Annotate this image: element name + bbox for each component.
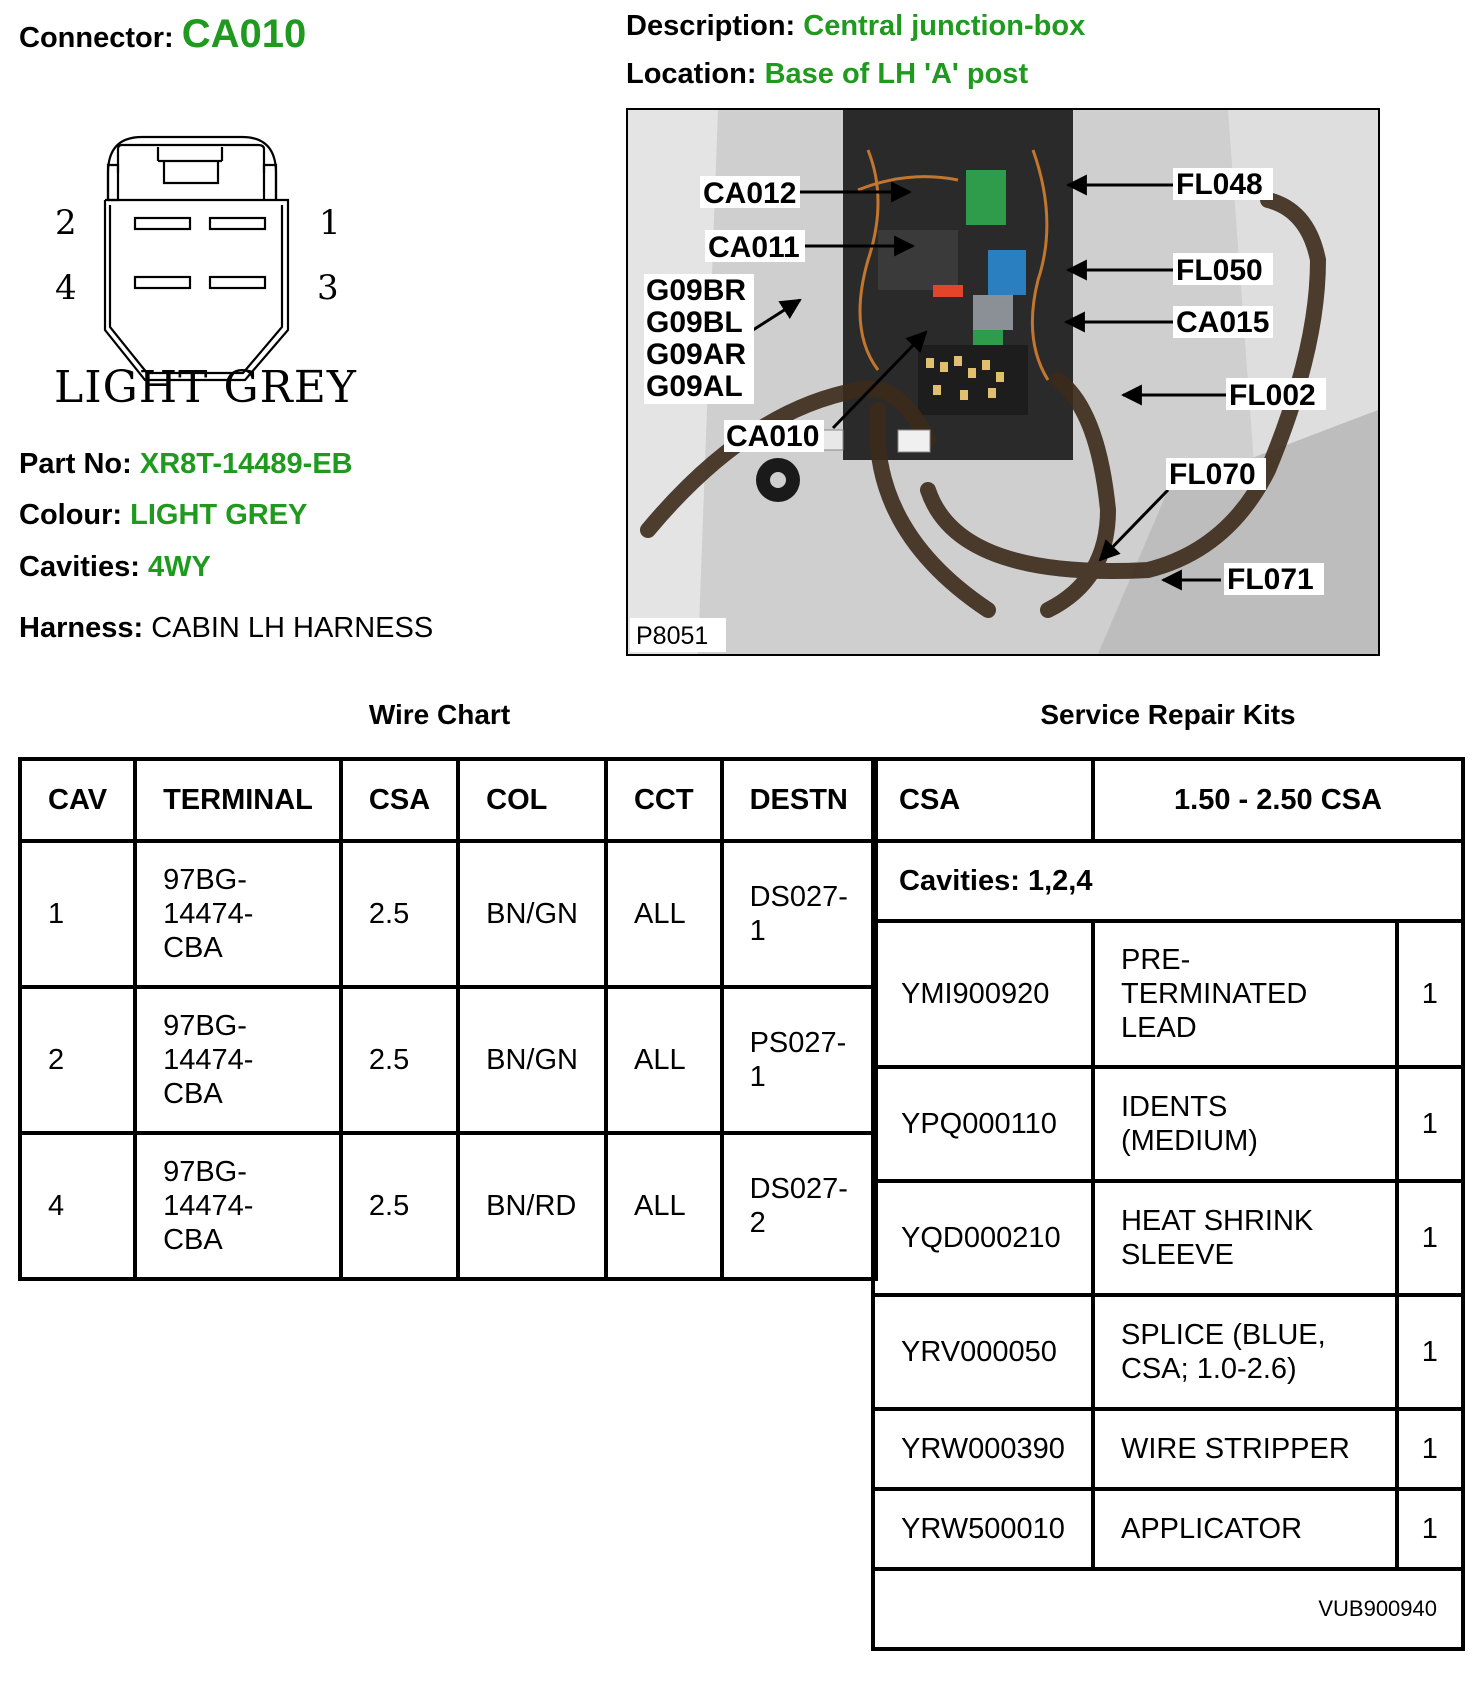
list-item	[873, 1181, 1463, 1295]
list-item	[873, 921, 1463, 1067]
connector-colour-text: LIGHT GREY	[54, 362, 357, 413]
destn-line: 2	[749, 1207, 766, 1239]
kit-desc-line: HEAT SHRINK	[1120, 1205, 1314, 1237]
kit-description	[1093, 1181, 1397, 1295]
description-label: Description:	[626, 10, 796, 42]
kit-quantity: 1	[1397, 1295, 1463, 1409]
location-photo-drawing	[628, 110, 1378, 654]
header-cav: CAV	[20, 759, 135, 841]
cell-cct: ALL	[606, 987, 722, 1133]
harness-label: Harness:	[19, 612, 144, 644]
cell-col: BN/GN	[458, 987, 606, 1133]
kit-desc-line: SLEEVE	[1120, 1239, 1234, 1271]
kit-quantity: 1	[1397, 1489, 1463, 1569]
callout-fl002: FL002	[1229, 379, 1316, 412]
list-item	[873, 1295, 1463, 1409]
location-photo	[626, 108, 1380, 656]
part-no-label: Part No:	[19, 448, 132, 480]
wire-chart-title: Wire Chart	[368, 699, 511, 730]
callout-fl071: FL071	[1227, 563, 1314, 596]
terminal-line: 97BG-	[163, 864, 247, 896]
repair-kits-title: Service Repair Kits	[1040, 699, 1296, 730]
header-terminal: TERMINAL	[135, 759, 341, 841]
callout-fl070: FL070	[1169, 458, 1256, 491]
cell-destn	[722, 987, 876, 1133]
destn-line: PS027-	[749, 1027, 847, 1059]
header-csa: CSA	[341, 759, 458, 841]
cell-csa: 2.5	[341, 1133, 458, 1279]
kit-part-number: YRW500010	[873, 1489, 1093, 1569]
kit-description	[1093, 1067, 1397, 1181]
kit-csa-label: CSA	[873, 759, 1093, 841]
location-label: Location:	[626, 58, 757, 90]
kit-description	[1093, 1409, 1397, 1489]
kit-csa-range: 1.50 - 2.50 CSA	[1093, 759, 1463, 841]
kit-cavities-row	[873, 841, 1463, 921]
wire-chart-table	[18, 757, 878, 1281]
callout-g09br: G09BR	[646, 274, 747, 307]
part-no-line	[19, 448, 353, 481]
callout-ca011: CA011	[708, 231, 800, 264]
cell-terminal	[135, 987, 341, 1133]
cavities-value: 4WY	[147, 551, 211, 583]
kit-desc-line: (MEDIUM)	[1120, 1125, 1258, 1157]
description-value: Central junction-box	[803, 10, 1086, 42]
terminal-line: 97BG-	[163, 1010, 247, 1042]
destn-line: 1	[749, 915, 766, 947]
cell-terminal	[135, 1133, 341, 1279]
kit-desc-line: TERMINATED	[1120, 978, 1308, 1010]
terminal-line: CBA	[163, 1078, 223, 1110]
pin-number-4: 4	[55, 268, 77, 308]
terminal-line: CBA	[163, 1224, 223, 1256]
list-item	[873, 1067, 1463, 1181]
pin-number-1: 1	[319, 203, 341, 243]
connector-heading	[19, 12, 306, 57]
colour-value: LIGHT GREY	[130, 499, 308, 531]
terminal-line: 14474-	[163, 1190, 254, 1222]
kit-part-number: YRV000050	[873, 1295, 1093, 1409]
table-row	[20, 987, 876, 1133]
cavities-line	[19, 551, 211, 584]
kit-part-number: YRW000390	[873, 1409, 1093, 1489]
connector-outline	[105, 137, 288, 380]
cell-destn	[722, 841, 876, 987]
kit-quantity: 1	[1397, 1409, 1463, 1489]
kit-part-number: YQD000210	[873, 1181, 1093, 1295]
kit-desc-line: SPLICE (BLUE,	[1120, 1319, 1326, 1351]
kit-part-number: YPQ000110	[873, 1067, 1093, 1181]
header-cct: CCT	[606, 759, 722, 841]
kit-quantity: 1	[1397, 1181, 1463, 1295]
cell-cct: ALL	[606, 841, 722, 987]
harness-value: CABIN LH HARNESS	[151, 612, 434, 644]
cell-csa: 2.5	[341, 987, 458, 1133]
terminal-line: 97BG-	[163, 1156, 247, 1188]
table-row	[20, 841, 876, 987]
destn-line: DS027-	[749, 881, 848, 913]
kit-footer-row	[873, 1569, 1463, 1649]
cell-cav: 4	[20, 1133, 135, 1279]
destn-line: 1	[749, 1061, 766, 1093]
harness-line	[19, 612, 433, 645]
description-line	[626, 10, 1085, 43]
callout-g09bl: G09BL	[646, 306, 743, 339]
kit-desc-line: APPLICATOR	[1120, 1513, 1303, 1545]
terminal-line: 14474-	[163, 1044, 254, 1076]
cell-col: BN/RD	[458, 1133, 606, 1279]
kit-part-number: YMI900920	[873, 921, 1093, 1067]
location-value: Base of LH 'A' post	[764, 58, 1029, 90]
cell-cct: ALL	[606, 1133, 722, 1279]
callout-ca012: CA012	[703, 177, 797, 210]
cell-terminal	[135, 841, 341, 987]
cell-cav: 2	[20, 987, 135, 1133]
callout-ca010: CA010	[726, 420, 820, 453]
cell-destn	[722, 1133, 876, 1279]
kit-quantity: 1	[1397, 921, 1463, 1067]
cell-csa: 2.5	[341, 841, 458, 987]
repair-kits-table	[871, 757, 1465, 1651]
list-item	[873, 1489, 1463, 1569]
connector-value: CA010	[181, 12, 307, 56]
kit-description	[1093, 1295, 1397, 1409]
callout-fl050: FL050	[1176, 254, 1263, 287]
kit-cavities: Cavities: 1,2,4	[873, 841, 1463, 921]
destn-line: DS027-	[749, 1173, 848, 1205]
connector-label: Connector:	[19, 22, 174, 54]
kit-quantity: 1	[1397, 1067, 1463, 1181]
header-destn: DESTN	[722, 759, 876, 841]
list-item	[873, 1409, 1463, 1489]
colour-line	[19, 499, 307, 532]
photo-id-label: P8051	[636, 622, 709, 650]
callout-g09al: G09AL	[646, 370, 743, 403]
table-row	[20, 1133, 876, 1279]
header-col: COL	[458, 759, 606, 841]
kit-desc-line: WIRE STRIPPER	[1120, 1433, 1350, 1465]
kit-desc-line: LEAD	[1120, 1012, 1197, 1044]
kit-footer-code: VUB900940	[873, 1569, 1463, 1649]
colour-label: Colour:	[19, 499, 123, 531]
cell-col: BN/GN	[458, 841, 606, 987]
wire-chart-header-row	[20, 759, 876, 841]
pin-number-2: 2	[55, 203, 77, 243]
callout-ca015: CA015	[1176, 306, 1270, 339]
terminal-line: 14474-	[163, 898, 254, 930]
kit-csa-row	[873, 759, 1463, 841]
kit-desc-line: IDENTS	[1120, 1091, 1228, 1123]
part-no-value: XR8T-14489-EB	[139, 448, 353, 480]
kit-description	[1093, 921, 1397, 1067]
cell-cav: 1	[20, 841, 135, 987]
cavities-label: Cavities:	[19, 551, 140, 583]
location-line	[626, 58, 1028, 91]
kit-description	[1093, 1489, 1397, 1569]
callout-g09ar: G09AR	[646, 338, 747, 371]
callout-fl048: FL048	[1176, 168, 1263, 201]
kit-desc-line: PRE-	[1120, 944, 1191, 976]
pin-number-3: 3	[317, 268, 339, 308]
terminal-line: CBA	[163, 932, 223, 964]
kit-desc-line: CSA; 1.0-2.6)	[1120, 1353, 1297, 1385]
